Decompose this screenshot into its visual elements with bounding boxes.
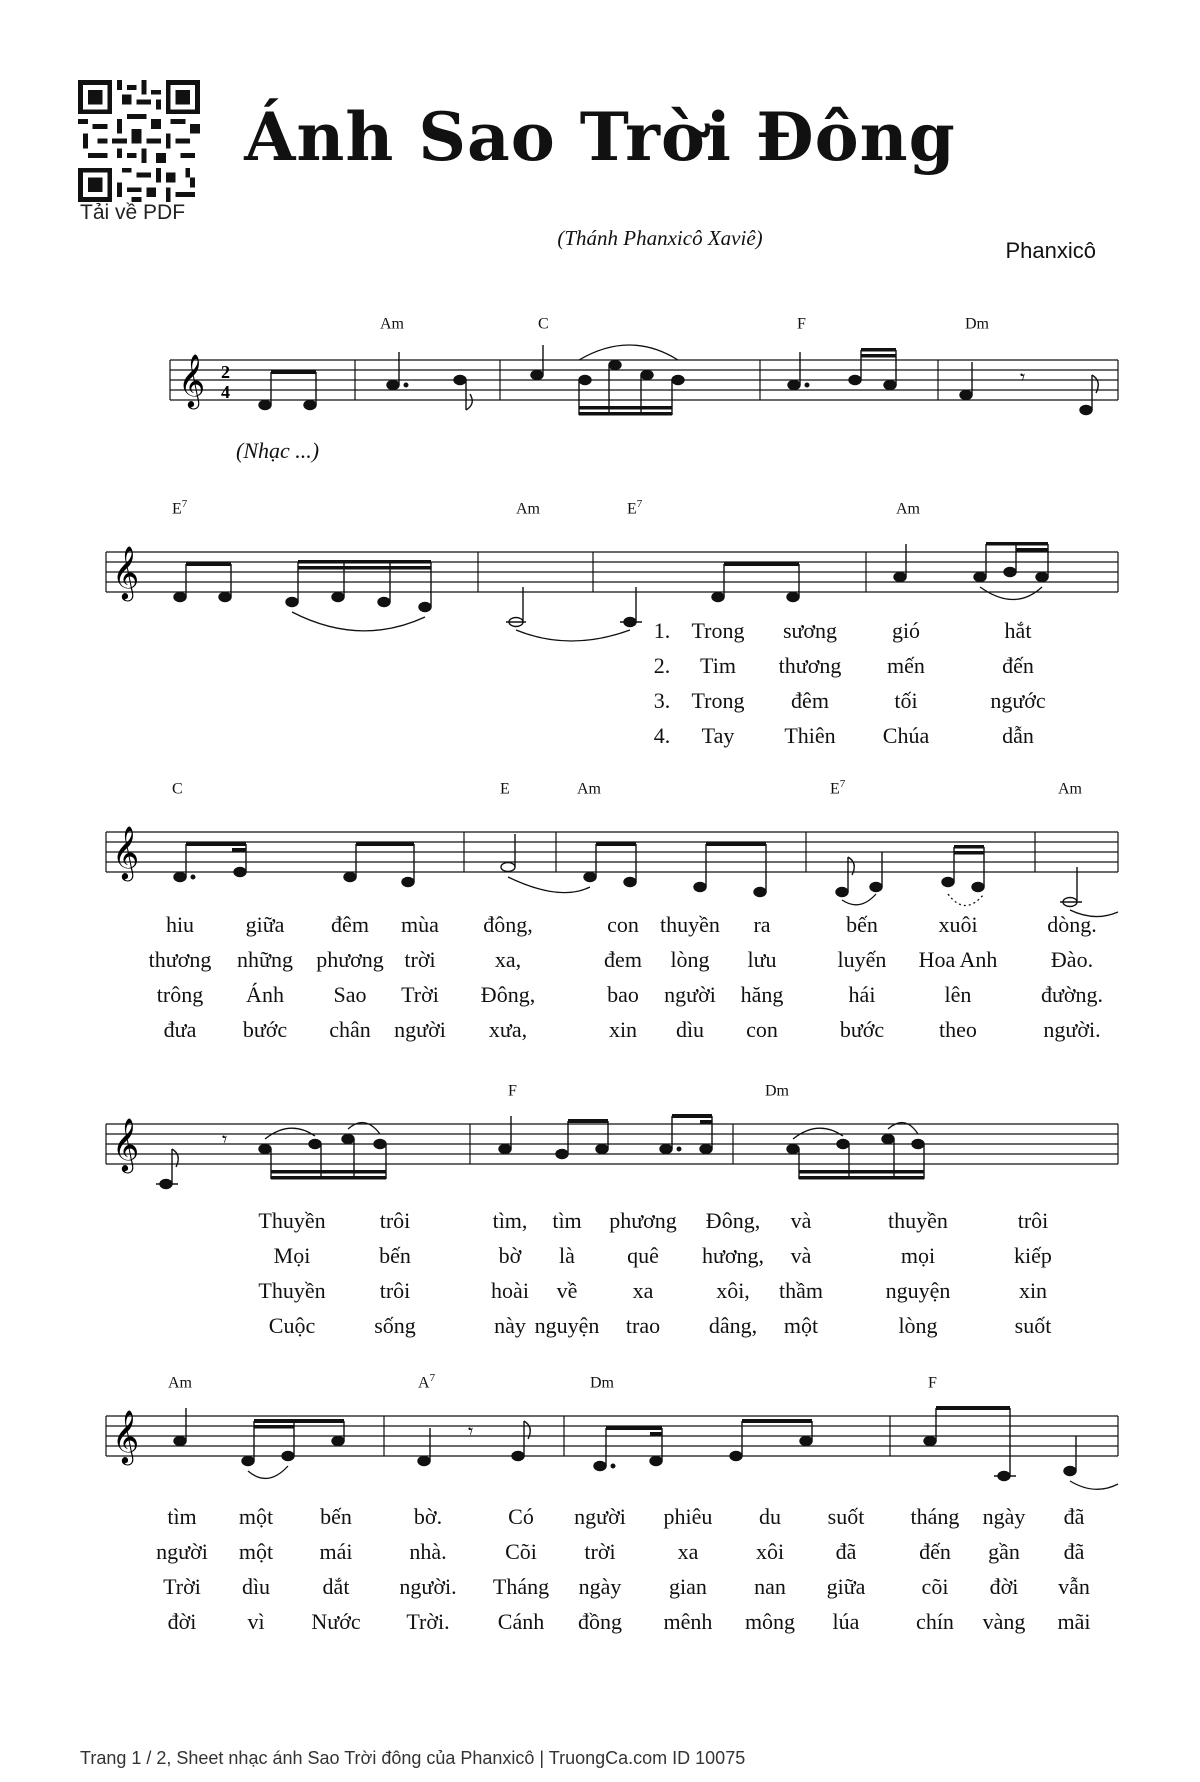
lyric: Nước — [311, 1609, 361, 1634]
lyric: dìu — [675, 1017, 705, 1042]
lyric: gần — [988, 1539, 1020, 1564]
lyric: một — [783, 1313, 819, 1338]
chord: $A^7$ — [418, 1372, 436, 1392]
lyric: dòng. — [1047, 912, 1097, 937]
lyric: gió — [891, 618, 921, 643]
lyric: đến — [919, 1539, 951, 1564]
chord: Dm — [590, 1374, 614, 1392]
lyric: Mọi — [273, 1243, 311, 1268]
lyric: bến — [320, 1504, 352, 1529]
lyric: theo — [939, 1017, 977, 1042]
lyric: và — [790, 1208, 812, 1233]
lyric: chín — [916, 1609, 954, 1634]
staff-3 — [0, 825, 1200, 912]
lyric: đêm — [791, 688, 829, 713]
lyric: hương, — [701, 1243, 765, 1268]
lyric: ngày — [578, 1574, 622, 1599]
chord: Am — [1058, 780, 1082, 798]
music-system-2 — [0, 498, 1200, 762]
lyric: mái — [319, 1539, 353, 1564]
lyric: Tim — [700, 653, 736, 678]
lyric: hắt — [1004, 618, 1032, 643]
lyric: trôi — [379, 1208, 411, 1233]
lyric: Trời — [163, 1574, 201, 1599]
lyric: đời — [989, 1574, 1019, 1599]
chord: C — [172, 780, 183, 798]
lyric: ngày — [982, 1504, 1026, 1529]
lyric: kiếp — [1014, 1243, 1052, 1268]
chord: E — [500, 780, 510, 798]
svg-text:2: 2 — [221, 362, 230, 382]
staff-5 — [0, 1409, 1200, 1496]
lyric: dẫn — [1002, 723, 1034, 748]
lyric: người — [394, 1017, 446, 1042]
song-title: Ánh Sao Trời Đông — [244, 98, 956, 176]
lyric: Hoa Anh — [918, 947, 998, 972]
lyric: mênh — [663, 1609, 713, 1634]
lyric: người — [574, 1504, 626, 1529]
chord: $E^7$ — [830, 778, 846, 798]
lyric: thương — [148, 947, 212, 972]
lyric: đông, — [483, 912, 533, 937]
lyric: nguyện — [885, 1278, 951, 1303]
lyric: 2. — [653, 653, 671, 678]
lyric: Sao — [333, 982, 367, 1007]
lyric: thầm — [779, 1278, 823, 1303]
lyric: 4. — [653, 723, 671, 748]
lyric: hăng — [740, 982, 784, 1007]
lyric: lên — [944, 982, 972, 1007]
lyric: hoài — [491, 1278, 529, 1303]
lyric: trôi — [1017, 1208, 1049, 1233]
lyric: dìu — [241, 1574, 271, 1599]
chord: $E^7$ — [172, 498, 188, 518]
lyric: xin — [1018, 1278, 1048, 1303]
lyric: mãi — [1057, 1609, 1091, 1634]
lyric: vẫn — [1058, 1574, 1090, 1599]
svg-text:𝄞: 𝄞 — [112, 1117, 140, 1171]
treble-clef: 𝄞 — [178, 353, 206, 407]
lyric: phương — [316, 947, 384, 972]
svg-text:𝄾: 𝄾 — [1020, 365, 1026, 389]
chord: Am — [168, 1374, 192, 1392]
lyric: chân — [329, 1017, 371, 1042]
chord: $E^7$ — [627, 498, 643, 518]
lyric: tháng — [910, 1504, 960, 1529]
lyric: đã — [1063, 1539, 1085, 1564]
lyric: đã — [835, 1539, 857, 1564]
lyric: sương — [782, 618, 838, 643]
lyric: thuyền — [660, 912, 720, 937]
lyric: ra — [753, 912, 771, 937]
lyric: Đông, — [480, 982, 536, 1007]
lyric: dắt — [322, 1574, 350, 1599]
lyric: Cánh — [497, 1609, 545, 1634]
lyric: người. — [399, 1574, 457, 1599]
lyric: xôi, — [716, 1278, 750, 1303]
chord: F — [928, 1374, 937, 1392]
lyric: mông — [744, 1609, 796, 1634]
lyric: quê — [627, 1243, 659, 1268]
chord: F — [797, 315, 806, 333]
lyric: bến — [846, 912, 878, 937]
lyric: tìm, — [492, 1208, 528, 1233]
lyric: sống — [374, 1313, 416, 1338]
lyric: người — [664, 982, 716, 1007]
lyric: bến — [379, 1243, 411, 1268]
lyric: con — [607, 912, 639, 937]
lyric: lòng — [670, 947, 710, 972]
lyric: luyến — [837, 947, 887, 972]
lyric: xa, — [494, 947, 522, 972]
lyric: Trời. — [406, 1609, 450, 1634]
lyric: một — [238, 1539, 274, 1564]
lyric: tìm — [552, 1208, 582, 1233]
lyric: mến — [887, 653, 925, 678]
lyric: xa — [677, 1539, 699, 1564]
svg-text:𝄾: 𝄾 — [222, 1127, 228, 1151]
lyric: gian — [669, 1574, 707, 1599]
svg-text:4: 4 — [221, 382, 230, 402]
lyric: giữa — [826, 1574, 866, 1599]
lyric: đêm — [331, 912, 369, 937]
music-system-4 — [0, 1082, 1200, 1338]
lyric: đời — [167, 1609, 197, 1634]
lyric: Trong — [691, 618, 745, 643]
lyric: đến — [1002, 653, 1034, 678]
lyric: phương — [609, 1208, 677, 1233]
lyric: Trong — [691, 688, 745, 713]
lyric: giữa — [245, 912, 285, 937]
lyric: cõi — [921, 1574, 949, 1599]
lyric: Cõi — [505, 1539, 537, 1564]
music-system-5 — [0, 1372, 1200, 1634]
lyric: trao — [625, 1313, 661, 1338]
lyric: về — [556, 1278, 578, 1303]
lyric: xa — [632, 1278, 654, 1303]
lyric: Ánh — [246, 982, 284, 1007]
lyric: Cuộc — [268, 1313, 316, 1338]
svg-text:𝄾: 𝄾 — [468, 1419, 474, 1443]
svg-text:𝄞: 𝄞 — [112, 545, 140, 599]
chord: Am — [380, 315, 404, 333]
lyric: trôi — [379, 1278, 411, 1303]
page-footer: Trang 1 / 2, Sheet nhạc ánh Sao Trời đông của Phanxicô | TruongCa.com ID 10075 — [80, 1748, 746, 1768]
chord: Dm — [965, 315, 989, 333]
lyric: thuyền — [888, 1208, 948, 1233]
lyric: một — [238, 1504, 274, 1529]
lyric: xưa, — [488, 1017, 528, 1042]
staff-4 — [0, 1117, 1200, 1204]
lyric: người. — [1043, 1017, 1101, 1042]
lyric: ngước — [990, 688, 1046, 713]
lyric: bao — [607, 982, 639, 1007]
lyric: lúa — [832, 1609, 860, 1634]
lyric: Thuyền — [258, 1278, 326, 1303]
lyric: 1. — [653, 618, 671, 643]
chord: Am — [577, 780, 601, 798]
lyric: lòng — [898, 1313, 938, 1338]
lyric: trông — [156, 982, 204, 1007]
lyric: hiu — [165, 912, 195, 937]
svg-text:𝄞: 𝄞 — [112, 825, 140, 879]
lyric: người — [156, 1539, 208, 1564]
lyric: Đông, — [705, 1208, 761, 1233]
lyric: Đào. — [1050, 947, 1094, 972]
music-system-3 — [0, 778, 1200, 1042]
lyric: đem — [604, 947, 642, 972]
lyric: bước — [839, 1017, 885, 1042]
lyric: là — [559, 1243, 575, 1268]
lyric: tối — [894, 688, 918, 713]
lyric: tìm — [167, 1504, 197, 1529]
lyric: bước — [242, 1017, 288, 1042]
lyric: xôi — [755, 1539, 785, 1564]
lyric: bờ — [498, 1243, 522, 1268]
lyric: vì — [247, 1609, 265, 1634]
lyric: dâng, — [708, 1313, 758, 1338]
chord: F — [508, 1082, 517, 1100]
lyric: nhà. — [409, 1539, 447, 1564]
lyric: đường. — [1040, 982, 1104, 1007]
music-system-1 — [0, 315, 1200, 430]
lyric: 3. — [653, 688, 671, 713]
lyric: mùa — [401, 912, 439, 937]
lyric: thương — [778, 653, 842, 678]
lyric: vàng — [982, 1609, 1026, 1634]
lyric: xuôi — [938, 912, 978, 937]
lyric: đưa — [163, 1017, 197, 1042]
lyric: lưu — [747, 947, 777, 972]
chord: C — [538, 315, 549, 333]
intro-marking: (Nhạc ...) — [236, 438, 320, 463]
lyric: đồng — [578, 1609, 622, 1634]
lyric: trời — [404, 947, 436, 972]
chord: Am — [516, 500, 540, 518]
lyric: mọi — [900, 1243, 936, 1268]
lyric: và — [790, 1243, 812, 1268]
download-pdf-link[interactable]: Tải về PDF — [80, 201, 186, 224]
svg-text:𝄞: 𝄞 — [112, 1409, 140, 1463]
lyric: xin — [608, 1017, 638, 1042]
chord: Am — [896, 500, 920, 518]
lyric: bờ. — [413, 1504, 443, 1529]
lyric: suốt — [1014, 1313, 1052, 1338]
lyric: này — [494, 1313, 526, 1338]
lyric: nguyện — [534, 1313, 600, 1338]
lyric: suốt — [827, 1504, 865, 1529]
lyric: con — [746, 1017, 778, 1042]
lyric: Có — [508, 1504, 534, 1529]
lyric: Tay — [701, 723, 735, 748]
lyric: hái — [848, 982, 876, 1007]
lyric: trời — [584, 1539, 616, 1564]
staff-1 — [0, 353, 1200, 430]
lyric: Thuyền — [258, 1208, 326, 1233]
composer-name: Phanxicô — [1005, 238, 1096, 263]
lyric: đã — [1063, 1504, 1085, 1529]
lyric: du — [759, 1504, 781, 1529]
lyric: Tháng — [492, 1574, 550, 1599]
lyric: nan — [754, 1574, 786, 1599]
chord: Dm — [765, 1082, 789, 1100]
song-subtitle: (Thánh Phanxicô Xaviê) — [557, 226, 763, 250]
lyric: những — [237, 947, 293, 972]
lyric: phiêu — [663, 1504, 713, 1529]
lyric: Trời — [401, 982, 439, 1007]
lyric: Chúa — [882, 723, 930, 748]
lyric: Thiên — [784, 723, 836, 748]
